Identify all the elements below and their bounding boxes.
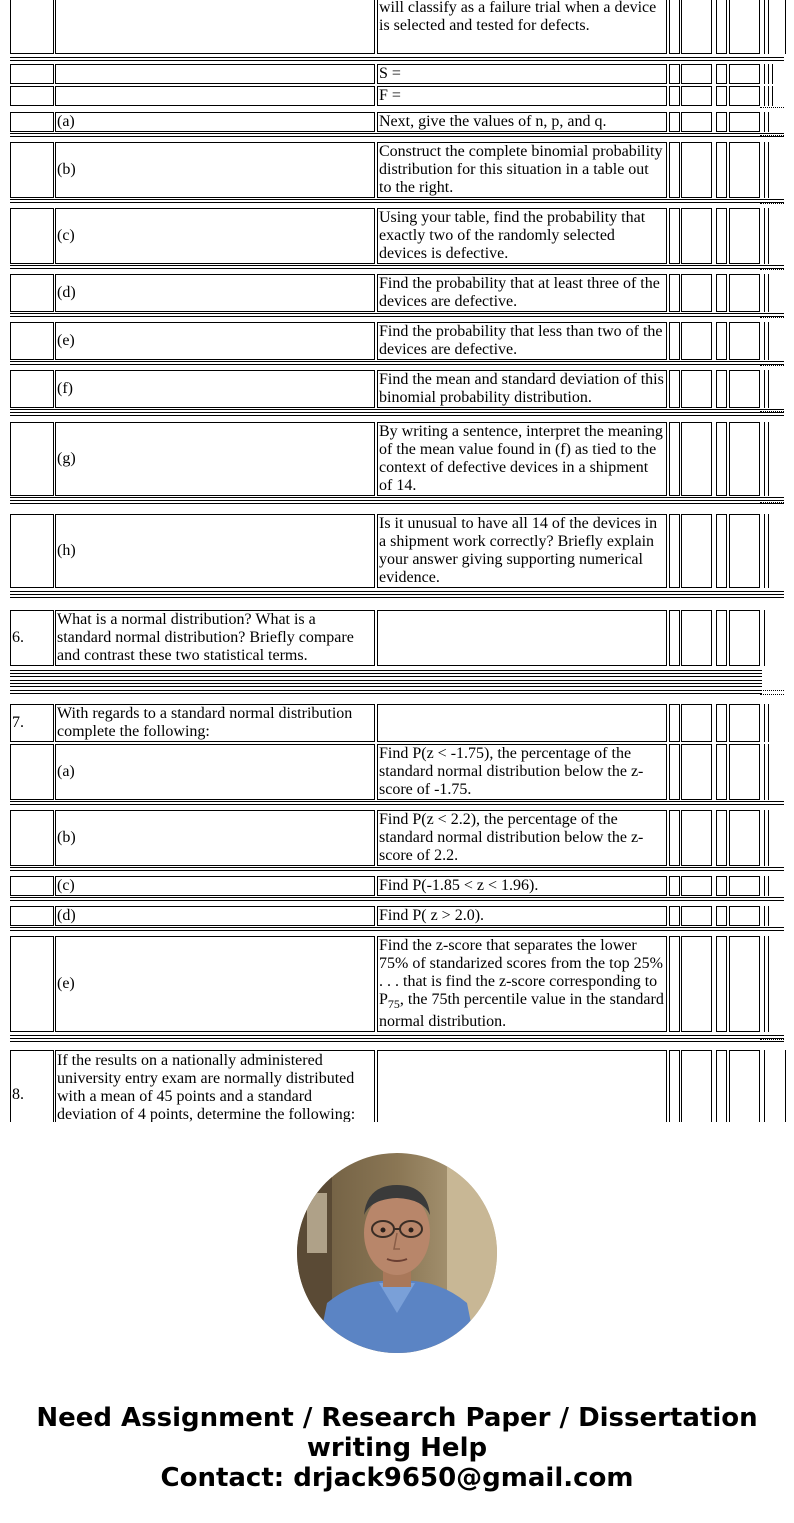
promo-contact: Contact: drjack9650@gmail.com — [160, 1463, 634, 1493]
row-separator — [0, 132, 784, 140]
row-separator — [0, 56, 784, 64]
part-label: (h) — [57, 542, 76, 559]
question-text: Find the probability that at least three of the devices are defective. — [379, 275, 660, 310]
row-separator — [0, 198, 784, 206]
promo-banner — [0, 1403, 794, 1493]
part-label: (d) — [57, 284, 76, 301]
part-label: (a) — [57, 763, 75, 780]
row-separator — [0, 926, 784, 934]
table-row — [0, 112, 794, 132]
table-row — [0, 936, 794, 1032]
author-portrait-image — [297, 1153, 497, 1353]
question-text: If the results on a nationally administered university entry exam are normally distributed with a mean of 45 points and a standard deviation of 4 points, determine the following: — [57, 1052, 356, 1122]
part-label: (e) — [57, 975, 75, 992]
question-text: Find P(z < 2.2), the percentage of the standard normal distribution below the z-score of 2.2. — [379, 811, 644, 864]
part-label: (c) — [57, 227, 75, 244]
question-text: With regards to a standard normal distribution complete the following: — [57, 705, 353, 740]
row-separator — [0, 896, 784, 904]
table-row — [0, 810, 794, 866]
table-row — [0, 744, 794, 800]
row-separator — [0, 496, 784, 504]
question-text: will classify as a failure trial when a device is selected and tested for defects. — [379, 0, 657, 34]
row-separator — [0, 360, 784, 368]
question-text: Find the mean and standard deviation of this binomial probability distribution. — [379, 371, 664, 406]
part-label: (g) — [57, 450, 76, 467]
part-label: (b) — [57, 829, 76, 846]
subscript: 75 — [387, 997, 400, 1012]
row-separator — [0, 104, 784, 112]
row-separator — [0, 312, 784, 320]
row-separator — [0, 590, 784, 598]
table-row — [0, 208, 794, 264]
question-number: 8. — [12, 1086, 24, 1103]
table-row — [0, 876, 794, 896]
row-separator — [0, 866, 784, 874]
row-separator — [0, 800, 784, 808]
part-label: (d) — [57, 907, 76, 924]
question-text: Find the probability that less than two of the devices are defective. — [379, 323, 663, 358]
question-text: Find P(-1.85 < z < 1.96). — [379, 877, 539, 894]
question-number: 7. — [12, 714, 24, 731]
table-row — [0, 422, 794, 496]
table-row — [0, 64, 794, 84]
question-text: Construct the complete binomial probability distribution for this situation in a table out to the right. — [379, 143, 663, 196]
table-row — [0, 514, 794, 588]
question-text: Find P( z > 2.0). — [379, 907, 485, 924]
question-text: S = — [379, 65, 401, 82]
question-text: F = — [379, 87, 401, 104]
row-separator — [0, 1034, 784, 1042]
table-row — [0, 274, 794, 312]
table-row — [0, 0, 794, 54]
table-row — [0, 906, 794, 926]
question-text: Find P(z < -1.75), the percentage of the standard normal distribution below the z-score of -1.75. — [379, 745, 644, 798]
question-text: Is it unusual to have all 14 of the devices in a shipment work correctly? Briefly explain your answer giving supporting numerical evidence. — [379, 515, 658, 586]
row-separator — [0, 408, 784, 416]
part-label: (c) — [57, 877, 75, 894]
table-row — [0, 1050, 794, 1122]
question-number: 6. — [12, 629, 24, 646]
table-row — [0, 610, 794, 666]
row-separator — [0, 264, 784, 272]
question-text: Find the z-score that separates the lower 75% of standarized scores from the top 25% . . . that is find the z-score corresponding to $P_{75}$, the 75th percentile value in the standard normal distribution. — [379, 936, 664, 1031]
row-separator — [0, 668, 784, 698]
part-label: (f) — [57, 380, 73, 397]
question-text: By writing a sentence, interpret the meaning of the mean value found in (f) as tied to the context of defective devices in a shipment of 14. — [379, 423, 663, 494]
table-row — [0, 142, 794, 198]
table-row — [0, 322, 794, 360]
question-text: Next, give the values of n, p, and q. — [379, 113, 607, 130]
question-text: What is a normal distribution? What is a standard normal distribution? Briefly compare and contrast these two statistical terms. — [57, 611, 354, 664]
table-row — [0, 86, 794, 106]
table-row — [0, 704, 794, 742]
part-label: (a) — [57, 113, 75, 130]
part-label: (e) — [57, 332, 75, 349]
promo-headline: Need Assignment / Research Paper / Dissertation writing Help — [36, 1403, 758, 1463]
table-row — [0, 370, 794, 408]
part-label: (b) — [57, 161, 76, 178]
question-text: Using your table, find the probability that exactly two of the randomly selected devices is defective. — [379, 209, 646, 262]
author-photo — [297, 1153, 497, 1353]
